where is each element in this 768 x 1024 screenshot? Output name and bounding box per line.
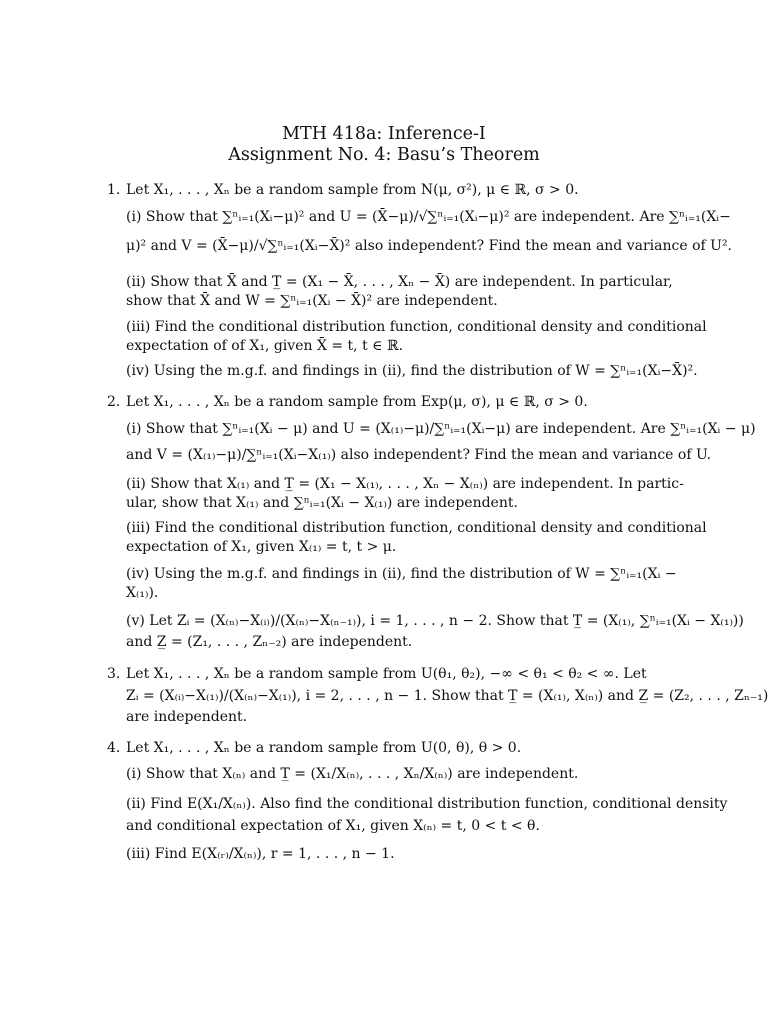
- problem-number: 2.: [107, 394, 121, 410]
- problem-line: (i) Show that ∑ⁿᵢ₌₁(Xᵢ − μ) and U = (X₍₁₎−μ)/∑ⁿᵢ₌₁(Xᵢ−μ) are independent. Are ∑ⁿᵢ₌₁(Xᵢ − μ): [126, 421, 756, 437]
- problem-line: Let X₁, . . . , Xₙ be a random sample from Exp(μ, σ), μ ∈ ℝ, σ > 0.: [126, 394, 588, 410]
- problem-line: Let X₁, . . . , Xₙ be a random sample from N(μ, σ²), μ ∈ ℝ, σ > 0.: [126, 182, 579, 198]
- problem-line: and Z̲ = (Z₁, . . . , Zₙ₋₂) are independent.: [126, 634, 413, 650]
- problem-line: (ii) Find E(X₁/X₍ₙ₎). Also find the conditional distribution function, conditional density: [126, 796, 728, 812]
- problem-line: (ii) Show that X₍₁₎ and T̲ = (X₁ − X₍₁₎, . . . , Xₙ − X₍ₙ₎) are independent. In partic-: [126, 476, 684, 492]
- problem-line: and V = (X₍₁₎−μ)/∑ⁿᵢ₌₁(Xᵢ−X₍₁₎) also independent? Find the mean and variance of U.: [126, 447, 711, 463]
- problem-line: expectation of of X₁, given X̄ = t, t ∈ ℝ.: [126, 338, 404, 354]
- problem-line: (iii) Find the conditional distribution function, conditional density and conditional: [126, 520, 707, 536]
- problem-line: (iv) Using the m.g.f. and findings in (ii), find the distribution of W = ∑ⁿᵢ₌₁(Xᵢ−X̄)².: [126, 363, 698, 379]
- problem-line: Zᵢ = (X₍ᵢ₎−X₍₁₎)/(X₍ₙ₎−X₍₁₎), i = 2, . . . , n − 1. Show that T̲ = (X₍₁₎, X₍ₙ₎) and Z̲ = (Z₂, . . . , Zₙ₋₁): [126, 688, 768, 704]
- problem-line: Let X₁, . . . , Xₙ be a random sample from U(0, θ), θ > 0.: [126, 740, 522, 756]
- problem-line: (iii) Find E(X₍ᵣ₎/X₍ₙ₎), r = 1, . . . , n − 1.: [126, 846, 395, 862]
- problem-line: μ)² and V = (X̄−μ)/√∑ⁿᵢ₌₁(Xᵢ−X̄)² also independent? Find the mean and variance of U².: [126, 238, 733, 254]
- problem-line: (i) Show that X₍ₙ₎ and T̲ = (X₁/X₍ₙ₎, . . . , Xₙ/X₍ₙ₎) are independent.: [126, 766, 579, 782]
- problem-line: (i) Show that ∑ⁿᵢ₌₁(Xᵢ−μ)² and U = (X̄−μ)/√∑ⁿᵢ₌₁(Xᵢ−μ)² are independent. Are ∑ⁿᵢ₌₁(Xᵢ−: [126, 209, 731, 225]
- problem-number: 3.: [107, 666, 121, 682]
- problem-line: (v) Let Zᵢ = (X₍ₙ₎−X₍ᵢ₎)/(X₍ₙ₎−X₍ₙ₋₁₎), i = 1, . . . , n − 2. Show that T̲ = (X₍₁₎, ∑ⁿᵢ₌₁(Xᵢ − X₍₁₎)): [126, 613, 744, 629]
- problem-line: are independent.: [126, 709, 248, 725]
- problem-line: (ii) Show that X̄ and T̲ = (X₁ − X̄, . . . , Xₙ − X̄) are independent. In particular,: [126, 274, 673, 290]
- problem-line: expectation of X₁, given X₍₁₎ = t, t > μ.: [126, 539, 397, 555]
- problem-line: (iii) Find the conditional distribution function, conditional density and conditional: [126, 319, 707, 335]
- problem-line: ular, show that X₍₁₎ and ∑ⁿᵢ₌₁(Xᵢ − X₍₁₎) are independent.: [126, 495, 518, 511]
- problem-line: Let X₁, . . . , Xₙ be a random sample from U(θ₁, θ₂), −∞ < θ₁ < θ₂ < ∞. Let: [126, 666, 647, 682]
- problem-line: X₍₁₎).: [126, 585, 159, 601]
- course-title: MTH 418a: Inference-I: [282, 124, 486, 144]
- problem-line: and conditional expectation of X₁, given X₍ₙ₎ = t, 0 < t < θ.: [126, 818, 540, 834]
- assignment-title: Assignment No. 4: Basu’s Theorem: [228, 145, 540, 165]
- problem-number: 4.: [107, 740, 121, 756]
- problem-line: show that X̄ and W = ∑ⁿᵢ₌₁(Xᵢ − X̄)² are independent.: [126, 293, 498, 309]
- document-header: [0, 124, 768, 166]
- problem-line: (iv) Using the m.g.f. and findings in (ii), find the distribution of W = ∑ⁿᵢ₌₁(Xᵢ −: [126, 566, 677, 582]
- problem-number: 1.: [107, 182, 121, 198]
